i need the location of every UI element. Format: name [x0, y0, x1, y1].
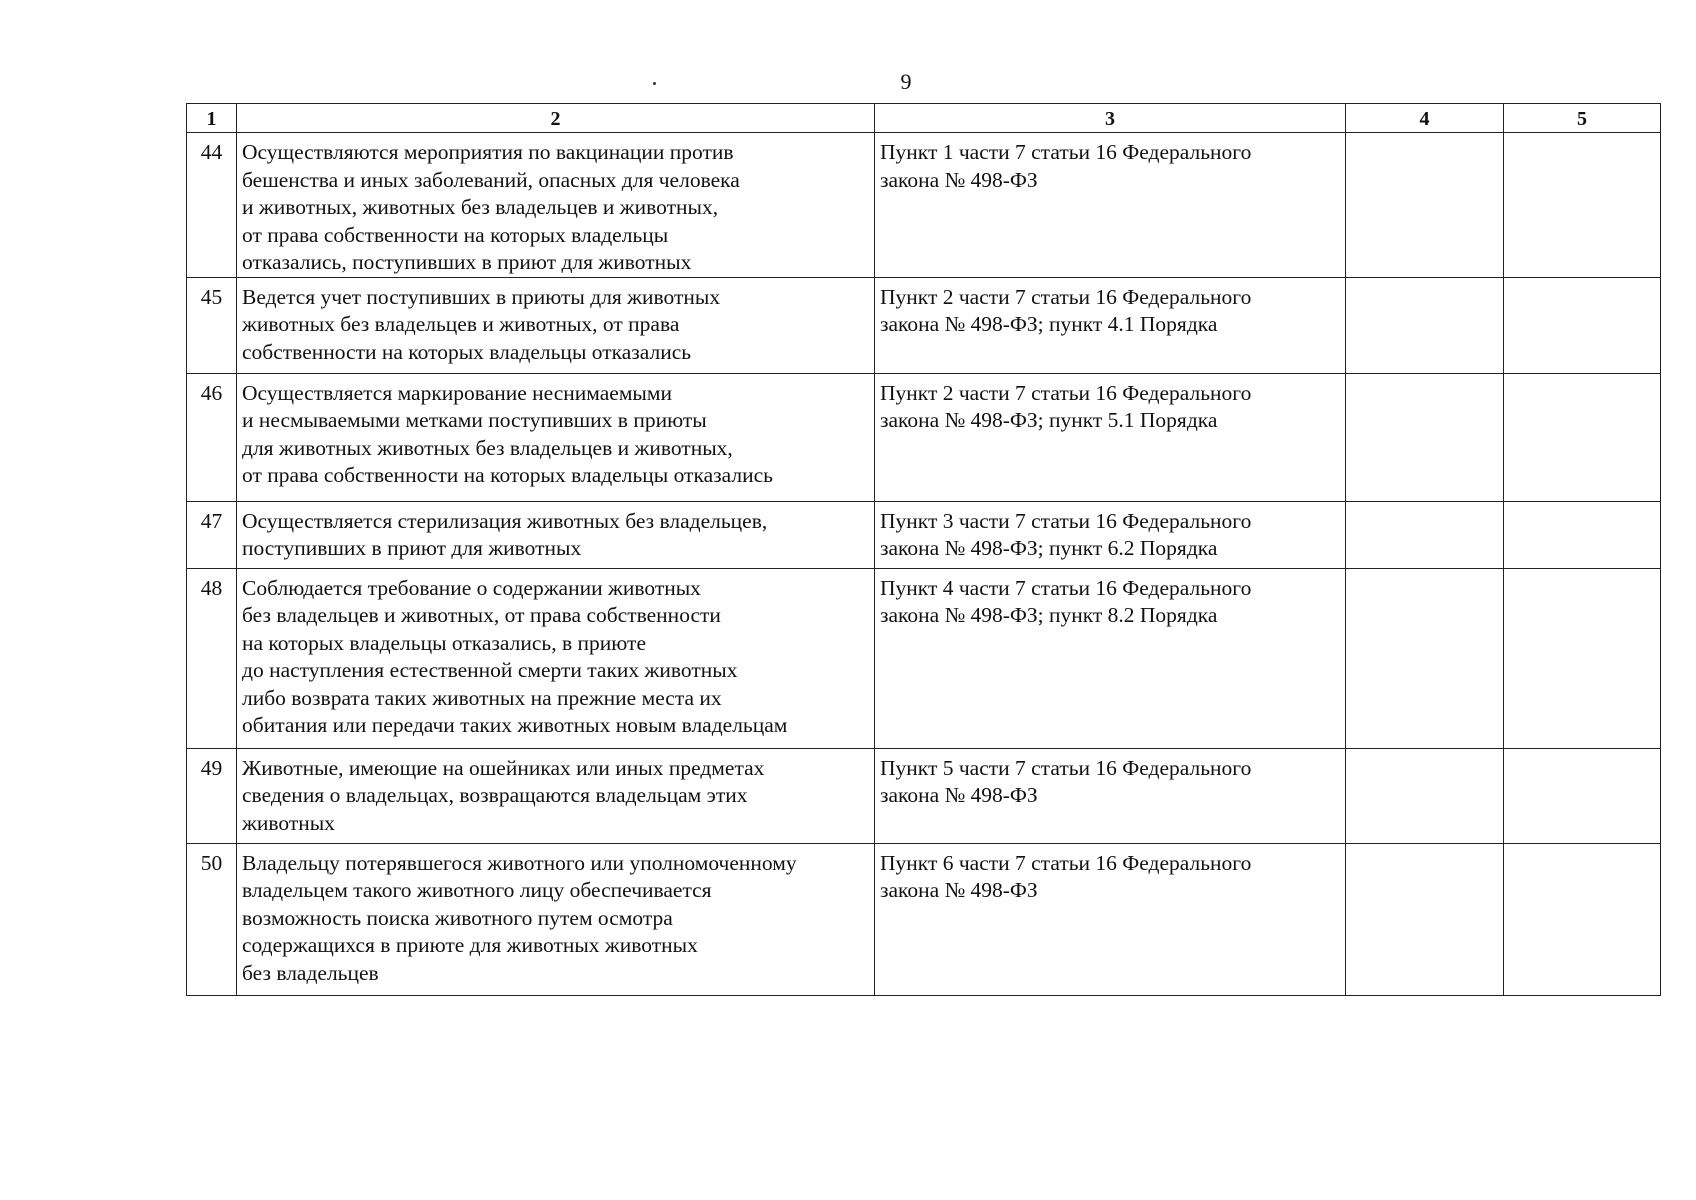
col4-cell — [1346, 373, 1504, 501]
requirement-text: Осуществляется стерилизация животных без владельцев, поступивших в приют для животных — [237, 501, 875, 568]
table-row — [187, 373, 1661, 501]
col4-cell — [1346, 501, 1504, 568]
table-row — [187, 568, 1661, 748]
header-col-1: 1 — [187, 104, 237, 133]
col4-cell — [1346, 277, 1504, 373]
legal-reference: Пункт 2 части 7 статьи 16 Федерального закона № 498-ФЗ; пункт 4.1 Порядка — [875, 277, 1346, 373]
col5-cell — [1504, 568, 1661, 748]
col5-cell — [1504, 133, 1661, 278]
requirement-text: Ведется учет поступивших в приюты для животных животных без владельцев и животных, от права собственности на которых владельцы отказались — [237, 277, 875, 373]
col5-cell — [1504, 748, 1661, 843]
header-row — [187, 104, 1661, 133]
col4-cell — [1346, 568, 1504, 748]
col5-cell — [1504, 843, 1661, 995]
legal-reference: Пункт 3 части 7 статьи 16 Федерального закона № 498-ФЗ; пункт 6.2 Порядка — [875, 501, 1346, 568]
table-row — [187, 277, 1661, 373]
table-row — [187, 748, 1661, 843]
header-col-2: 2 — [237, 104, 875, 133]
table-row — [187, 501, 1661, 568]
row-number: 45 — [187, 277, 237, 373]
table-row — [187, 843, 1661, 995]
page-number: 9 — [900, 69, 912, 94]
requirement-text: Осуществляется маркирование неснимаемыми и несмываемыми метками поступивших в приюты для животных животных без владельцев и животных, от права собственности на которых владельцы отказались — [237, 373, 875, 501]
row-number: 47 — [187, 501, 237, 568]
legal-reference: Пункт 5 части 7 статьи 16 Федерального закона № 498-ФЗ — [875, 748, 1346, 843]
legal-reference: Пункт 1 части 7 статьи 16 Федерального закона № 498-ФЗ — [875, 133, 1346, 278]
col5-cell — [1504, 501, 1661, 568]
col5-cell — [1504, 373, 1661, 501]
row-number: 46 — [187, 373, 237, 501]
col5-cell — [1504, 277, 1661, 373]
requirements-table — [186, 103, 1661, 996]
row-number: 44 — [187, 133, 237, 278]
scan-speck — [653, 82, 656, 85]
col4-cell — [1346, 133, 1504, 278]
header-col-5: 5 — [1504, 104, 1661, 133]
row-number: 50 — [187, 843, 237, 995]
row-number: 49 — [187, 748, 237, 843]
legal-reference: Пункт 6 части 7 статьи 16 Федерального закона № 498-ФЗ — [875, 843, 1346, 995]
requirement-text: Соблюдается требование о содержании животных без владельцев и животных, от права собственности на которых владельцы отказались, в приюте до наступления естественной смерти таких животных либо возврата таких животных на прежние места их обитания или передачи таких животных новым владельцам — [237, 568, 875, 748]
requirement-text: Животные, имеющие на ошейниках или иных предметах сведения о владельцах, возвращаются владельцам этих животных — [237, 748, 875, 843]
legal-reference: Пункт 2 части 7 статьи 16 Федерального закона № 498-ФЗ; пункт 5.1 Порядка — [875, 373, 1346, 501]
col4-cell — [1346, 843, 1504, 995]
table-row — [187, 133, 1661, 278]
header-col-3: 3 — [875, 104, 1346, 133]
requirement-text: Владельцу потерявшегося животного или уполномоченному владельцем такого животного лицу обеспечивается возможность поиска животного путем осмотра содержащихся в приюте для животных животных без владельцев — [237, 843, 875, 995]
requirement-text: Осуществляются мероприятия по вакцинации против бешенства и иных заболеваний, опасных для человека и животных, животных без владельцев и животных, от права собственности на которых владельцы отказались, поступивших в приют для животных — [237, 133, 875, 278]
col4-cell — [1346, 748, 1504, 843]
header-col-4: 4 — [1346, 104, 1504, 133]
legal-reference: Пункт 4 части 7 статьи 16 Федерального закона № 498-ФЗ; пункт 8.2 Порядка — [875, 568, 1346, 748]
row-number: 48 — [187, 568, 237, 748]
